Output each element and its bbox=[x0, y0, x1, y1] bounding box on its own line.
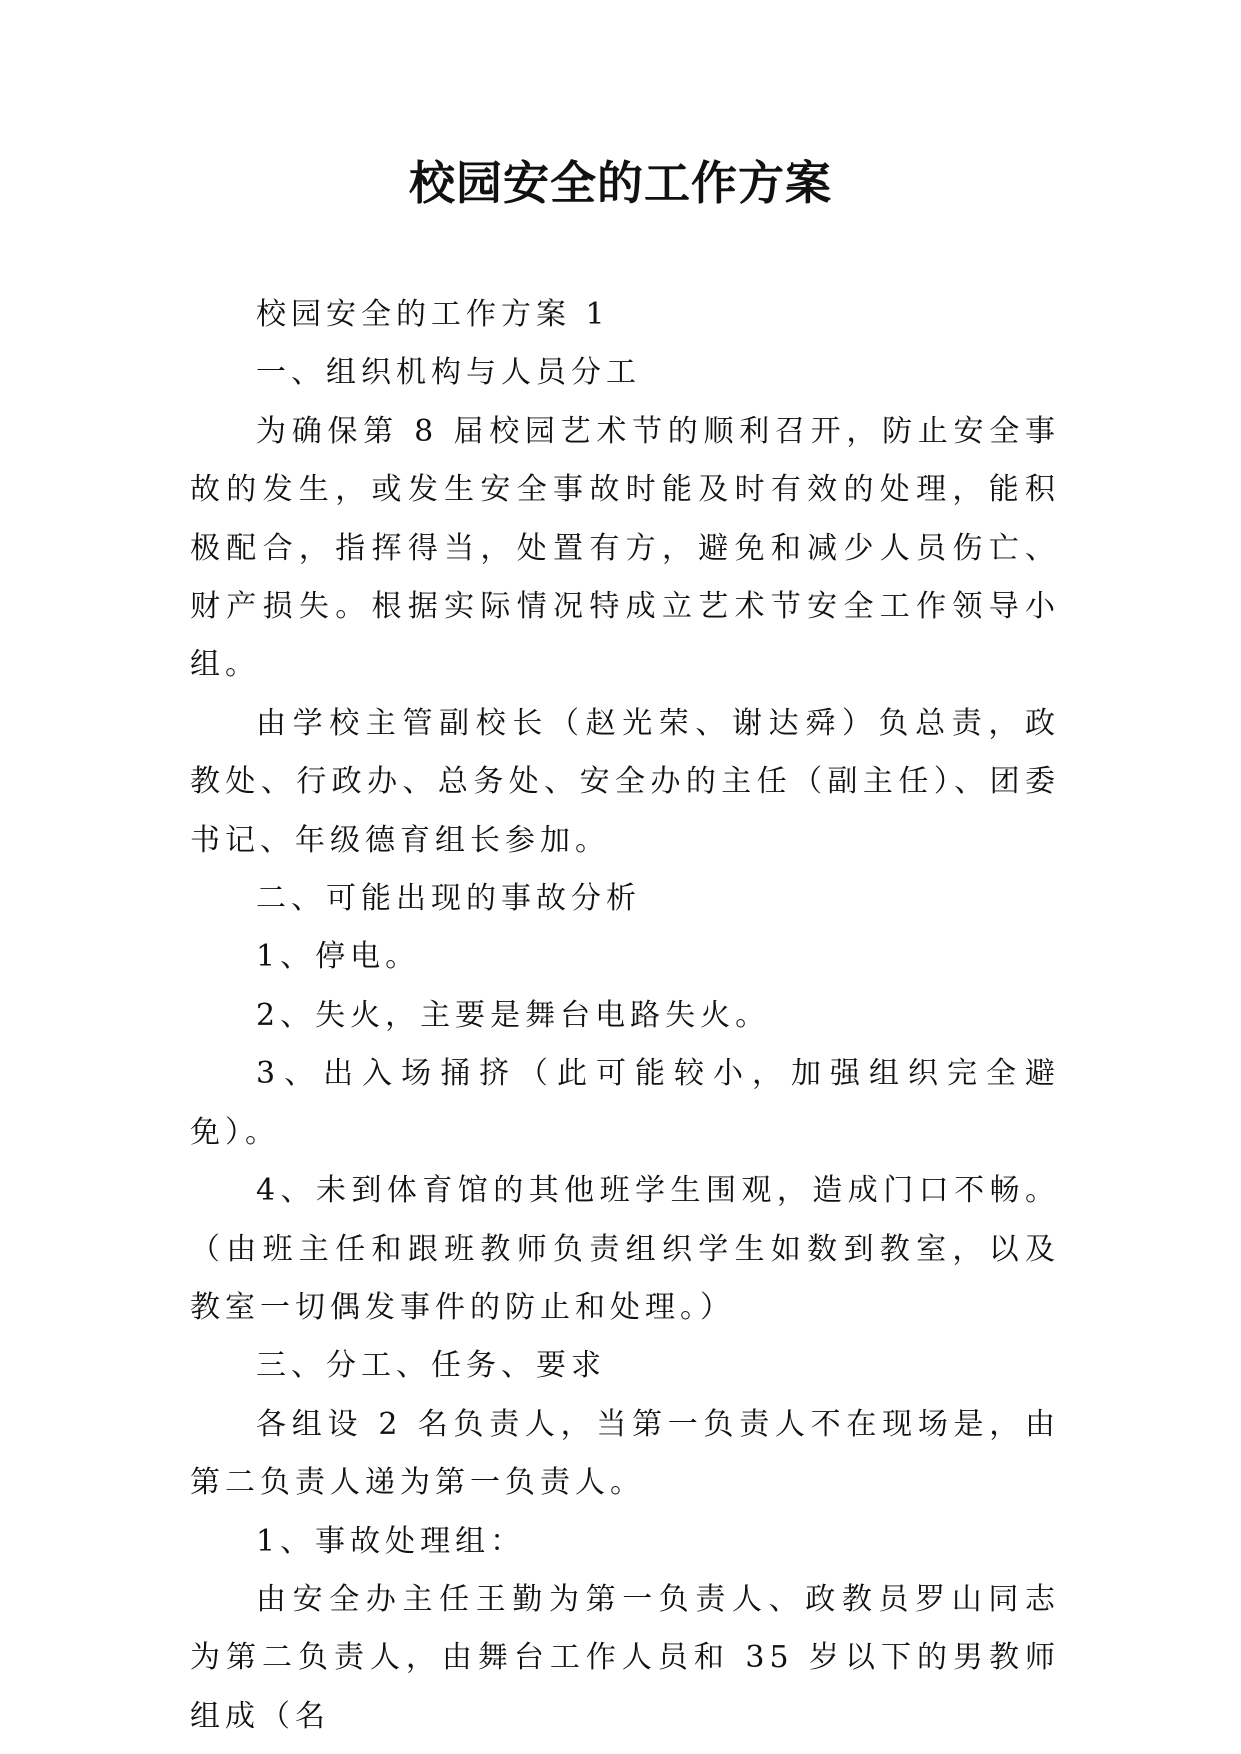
list-item: 1、停电。 bbox=[256, 939, 421, 975]
section-heading: 校园安全的工作方案 1 bbox=[256, 297, 610, 332]
paragraph: 为确保第 8 届校园艺术节的顺利召开，防止安全事故的发生，或发生安全事故时能及时有效的处理，能积极配合，指挥得当，处置有方，避免和减少人员伤亡、财产损失。根据实际情况特成立艺术节安全工作领导小组。 bbox=[190, 413, 1060, 683]
subsection-heading: 二、可能出现的事故分析 bbox=[256, 881, 641, 917]
paragraph: 由安全办主任王勤为第一负责人、政教员罗山同志为第二负责人，由舞台工作人员和 35 岁以下的男教师组成（名 bbox=[190, 1581, 1060, 1734]
list-item: 2、失火，主要是舞台电路失火。 bbox=[256, 997, 771, 1033]
list-item: 1、事故处理组： bbox=[256, 1523, 526, 1559]
list-item: 3、出入场捅挤（此可能较小，加强组织完全避免）。 bbox=[190, 1056, 1060, 1150]
paragraph: 由学校主管副校长（赵光荣、谢达舜）负总责，政教处、行政办、总务处、安全办的主任（副主任）、团委书记、年级德育组长参加。 bbox=[190, 705, 1060, 858]
list-item: 4、未到体育馆的其他班学生围观，造成门口不畅。（由班主任和跟班教师负责组织学生如数到教室，以及教室一切偶发事件的防止和处理。） bbox=[190, 1173, 1060, 1325]
document-title: 校园安全的工作方案 bbox=[409, 156, 832, 210]
subsection-heading: 一、组织机构与人员分工 bbox=[256, 355, 641, 391]
paragraph: 各组设 2 名负责人，当第一负责人不在现场是，由第二负责人递为第一负责人。 bbox=[190, 1406, 1060, 1501]
subsection-heading: 三、分工、任务、要求 bbox=[256, 1348, 606, 1384]
document-body bbox=[190, 286, 1060, 1746]
